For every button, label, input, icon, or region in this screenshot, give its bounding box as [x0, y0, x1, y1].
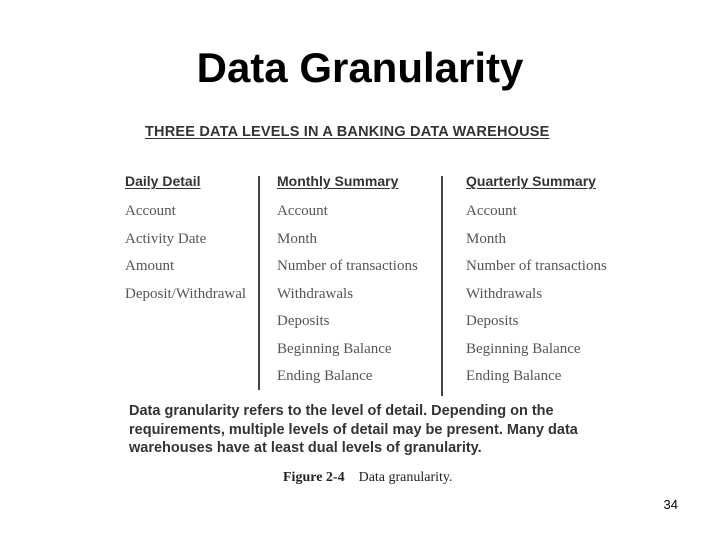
list-item: Beginning Balance [277, 340, 392, 357]
caption-label: Figure 2-4 [283, 470, 345, 485]
slide-title: Data Granularity [196, 44, 524, 91]
page-number: 34 [663, 497, 678, 512]
list-item: Beginning Balance [466, 340, 581, 357]
list-item: Activity Date [125, 230, 207, 247]
list-item: Number of transactions [466, 258, 607, 274]
column-header: Monthly Summary [277, 173, 399, 189]
figure-heading: THREE DATA LEVELS IN A BANKING DATA WAREHOUSE [145, 124, 550, 140]
list-item: Ending Balance [277, 368, 373, 384]
list-item: Deposits [277, 313, 330, 329]
list-item: Deposit/Withdrawal [125, 285, 247, 302]
column-divider [441, 176, 443, 396]
column-divider [258, 176, 260, 390]
list-item: Ending Balance [466, 368, 562, 384]
caption-text: Data granularity. [358, 470, 453, 485]
figure-description: Data granularity refers to the level of detail. Depending on the requirements, multiple levels of detail may be present. Many data warehouses have at least dual levels of granularity. [129, 403, 578, 456]
list-item: Withdrawals [466, 285, 543, 302]
column-header: Quarterly Summary [466, 173, 596, 189]
column-quarterly-summary [466, 172, 607, 391]
column-header: Daily Detail [125, 173, 201, 189]
list-item: Account [466, 203, 517, 219]
list-item: Month [466, 230, 507, 247]
list-item: Withdrawals [277, 285, 354, 302]
list-item: Account [277, 203, 328, 219]
list-item: Month [277, 230, 318, 247]
list-item: Number of transactions [277, 258, 418, 274]
list-item: Amount [125, 258, 175, 274]
column-monthly-summary [277, 172, 418, 391]
column-daily-detail [125, 172, 246, 308]
figure-caption [283, 470, 453, 486]
list-item: Account [125, 203, 176, 219]
list-item: Deposits [466, 313, 519, 329]
